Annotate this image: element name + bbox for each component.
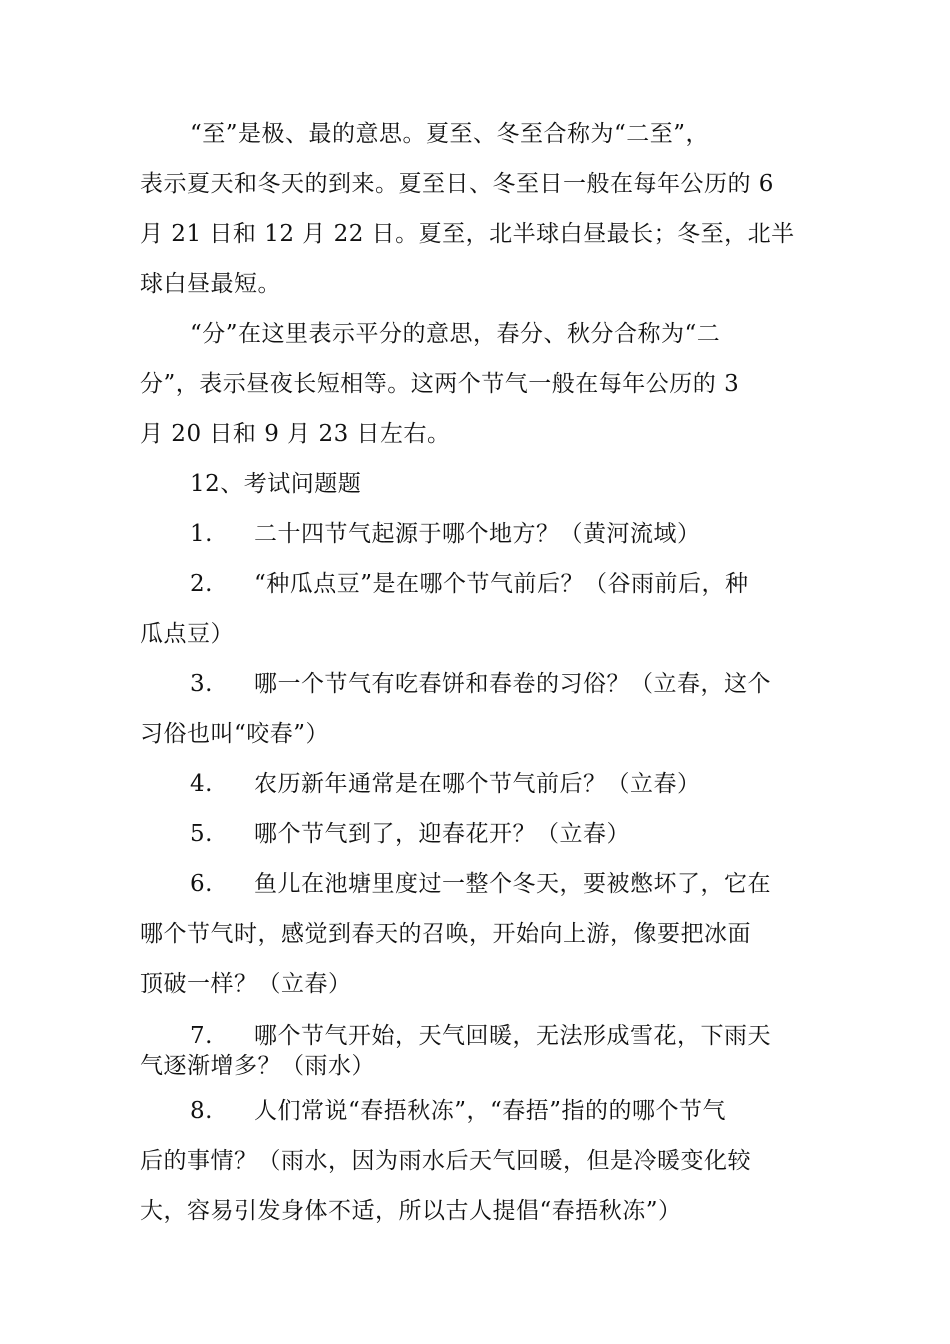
question-8-line-2: 后的事情？（雨水，因为雨水后天气回暖，但是冷暖变化较: [140, 1148, 751, 1174]
question-2: [190, 568, 830, 600]
question-text: 哪个节气开始，天气回暖，无法形成雪花，下雨天: [254, 1023, 771, 1049]
paragraph-2-line-2: 分”，表示昼夜长短相等。这两个节气一般在每年公历的 3: [140, 371, 740, 397]
question-1: [190, 518, 830, 550]
question-number: 6.: [190, 871, 213, 897]
question-text: 哪一个节气有吃春饼和春卷的习俗？（立春，这个: [254, 671, 771, 697]
question-number: 7.: [190, 1023, 213, 1049]
question-7-line-2: 气逐渐增多？（雨水）: [140, 1053, 375, 1079]
paragraph-1-line-1: “至”是极、最的意思。夏至、冬至合称为“二至”，: [190, 121, 710, 147]
question-8: [190, 1095, 830, 1127]
question-5: [190, 818, 830, 850]
paragraph-1-line-4: 球白昼最短。: [140, 271, 281, 297]
question-7: [190, 1020, 830, 1052]
question-3-line-2: 习俗也叫“咬春”）: [140, 721, 330, 747]
question-3: [190, 668, 830, 700]
paragraph-1-line-2: 表示夏天和冬天的到来。夏至日、冬至日一般在每年公历的 6: [140, 171, 774, 197]
question-text: “种瓜点豆”是在哪个节气前后？（谷雨前后，种: [254, 571, 749, 597]
paragraph-2-line-1: “分”在这里表示平分的意思，春分、秋分合称为“二: [190, 321, 721, 347]
paragraph-2-line-3: 月 20 日和 9 月 23 日左右。: [140, 421, 451, 447]
question-6: [190, 868, 830, 900]
question-number: 3.: [190, 671, 213, 697]
question-6-line-2: 哪个节气时，感觉到春天的召唤，开始向上游，像要把冰面: [140, 921, 751, 947]
paragraph-1-line-3: 月 21 日和 12 月 22 日。夏至，北半球白昼最长；冬至，北半: [140, 221, 795, 247]
question-text: 鱼儿在池塘里度过一整个冬天，要被憋坏了，它在: [254, 871, 771, 897]
question-number: 5.: [190, 821, 213, 847]
question-number: 1.: [190, 521, 213, 547]
question-text: 哪个节气到了，迎春花开？（立春）: [254, 821, 630, 847]
section-title: 12、考试问题题: [190, 471, 362, 497]
question-8-line-3: 大，容易引发身体不适，所以古人提倡“春捂秋冻”）: [140, 1198, 682, 1224]
question-text: 二十四节气起源于哪个地方？（黄河流域）: [254, 521, 701, 547]
question-4: [190, 768, 830, 800]
question-6-line-3: 顶破一样？（立春）: [140, 971, 352, 997]
question-number: 8.: [190, 1098, 213, 1124]
question-2-line-2: 瓜点豆）: [140, 621, 234, 647]
question-number: 2.: [190, 571, 213, 597]
question-text: 农历新年通常是在哪个节气前后？（立春）: [254, 771, 701, 797]
question-number: 4.: [190, 771, 213, 797]
question-text: 人们常说“春捂秋冻”，“春捂”指的的哪个节气: [254, 1098, 727, 1124]
